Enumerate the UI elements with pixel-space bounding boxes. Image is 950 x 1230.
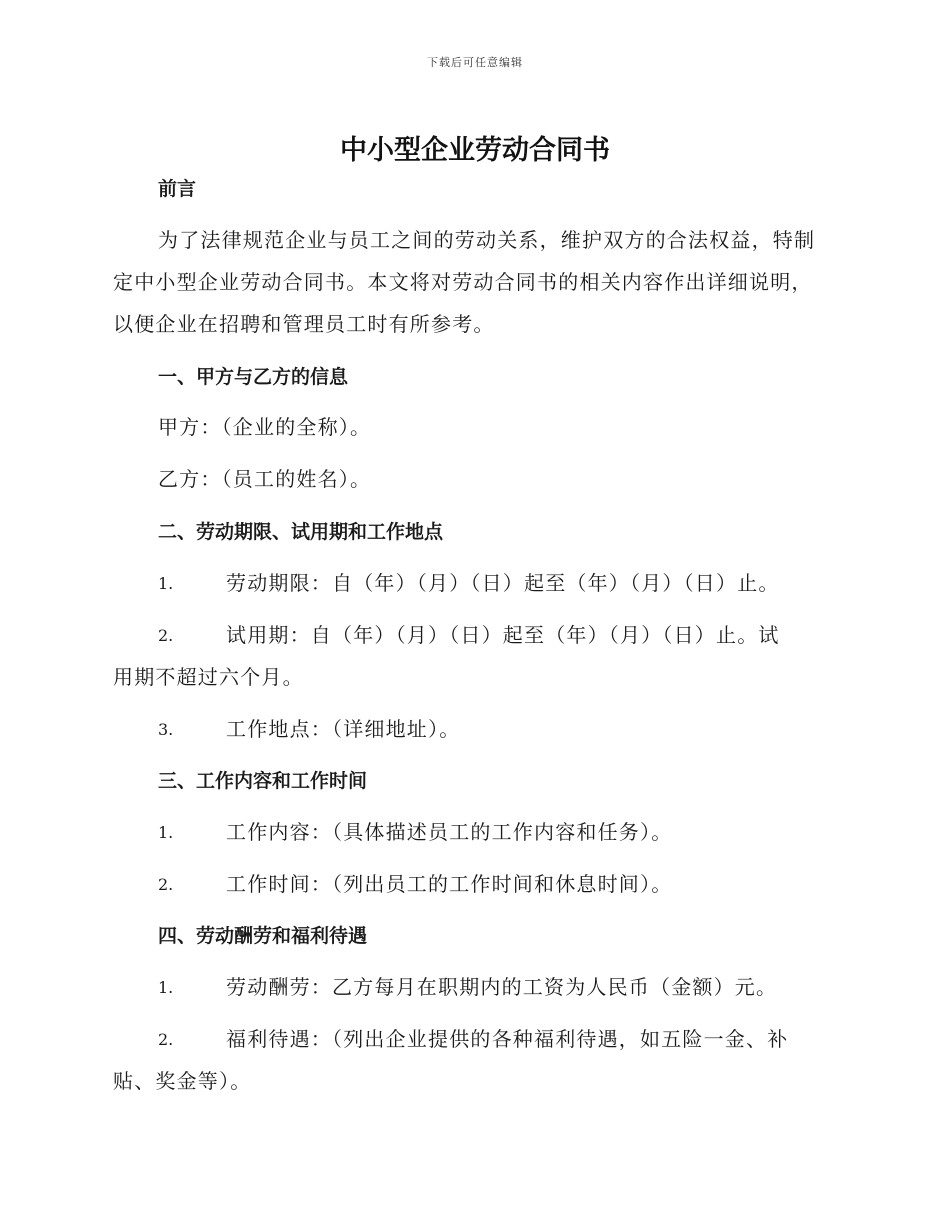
list-item-number: 2. [158, 875, 174, 894]
list-item-number: 1. [158, 823, 174, 842]
list-item-number: 2. [158, 1030, 174, 1049]
section3-heading: 三、工作内容和工作时间 [158, 770, 368, 792]
document-title: 中小型企业劳动合同书 [340, 135, 610, 166]
header-note: 下载后可任意编辑 [427, 56, 523, 69]
list-item-number: 1. [158, 978, 174, 997]
list-item-continuation: 用期不超过六个月。 [113, 665, 304, 689]
list-item-text: 劳动酬劳：乙方每月在职期内的工资为人民币（金额）元。 [226, 975, 778, 999]
section4-heading: 四、劳动酬劳和福利待遇 [158, 925, 368, 947]
preface-heading: 前言 [158, 178, 197, 200]
preface-line-3: 以便企业在招聘和管理员工时有所参考。 [113, 312, 495, 336]
party-b-line: 乙方：（员工的姓名）。 [158, 467, 372, 491]
list-item-number: 1. [158, 574, 174, 593]
section1-heading: 一、甲方与乙方的信息 [158, 366, 349, 388]
list-item-text: 劳动期限：自（年）（月）（日）起至（年）（月）（日）止。 [226, 571, 780, 595]
list-item-text: 工作时间：（列出员工的工作时间和休息时间）。 [226, 872, 673, 896]
list-item-text: 工作内容：（具体描述员工的工作内容和任务）。 [226, 820, 673, 844]
list-item-number: 3. [158, 720, 174, 739]
preface-line-2: 定中小型企业劳动合同书。本文将对劳动合同书的相关内容作出详细说明， [113, 270, 813, 294]
preface-line-1: 为了法律规范企业与员工之间的劳动关系，维护双方的合法权益，特制 [158, 228, 816, 252]
list-item-text: 福利待遇：（列出企业提供的各种福利待遇，如五险一金、补 [226, 1027, 789, 1051]
list-item-continuation: 贴、奖金等）。 [113, 1069, 252, 1093]
list-item-number: 2. [158, 626, 174, 645]
list-item-text: 工作地点：（详细地址）。 [226, 717, 461, 741]
party-a-line: 甲方：（企业的全称）。 [158, 415, 372, 439]
list-item-text: 试用期：自（年）（月）（日）起至（年）（月）（日）止。试 [226, 623, 780, 647]
section2-heading: 二、劳动期限、试用期和工作地点 [158, 521, 444, 543]
